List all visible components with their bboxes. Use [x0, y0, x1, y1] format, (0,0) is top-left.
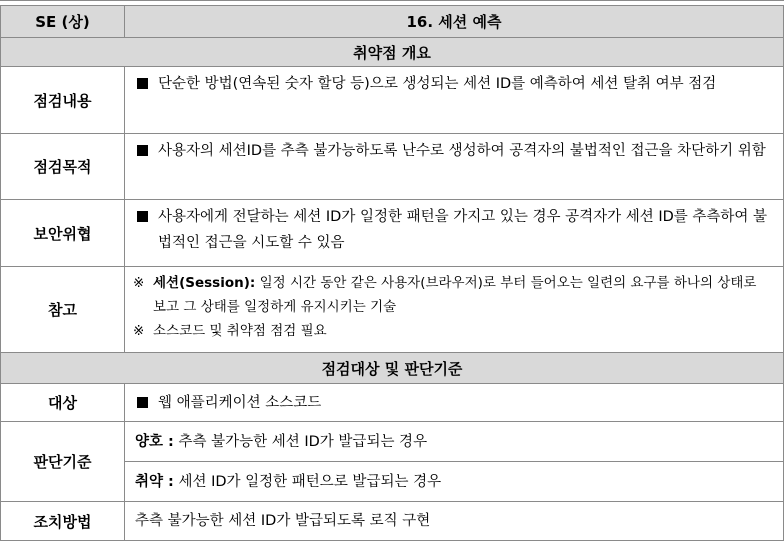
good-term: 양호 : — [135, 433, 174, 450]
bullet-square-icon — [137, 397, 148, 408]
reference-label-cell — [0, 266, 125, 353]
bullet-square-icon — [137, 145, 148, 156]
judgement-bad-cell — [124, 461, 784, 502]
session-definition: 일정 시간 동안 같은 사용자(브라우저)로 부터 들어오는 일련의 요구를 하나의 상태로 보고 그 상태를 일정하게 유지시키는 기술 — [153, 275, 757, 315]
purpose-label-cell — [0, 133, 125, 200]
severity-code: SE (상) — [35, 13, 90, 31]
item-title-cell — [124, 5, 784, 38]
judgement-label: 판단기준 — [33, 453, 92, 471]
overview-heading — [0, 37, 784, 67]
content-text: 단순한 방법(연속된 숫자 할당 등)으로 생성되는 세션 ID를 예측하여 세션 탈취 여부 점검 — [158, 76, 717, 92]
action-text: 추측 불가능한 세션 ID가 발급되도록 로직 구현 — [135, 513, 431, 529]
target-label: 대상 — [48, 394, 77, 412]
good-text: 추측 불가능한 세션 ID가 발급되는 경우 — [173, 433, 428, 450]
threat-value-cell — [124, 199, 784, 267]
item-title: 16. 세션 예측 — [406, 13, 502, 31]
bullet-square-icon — [137, 211, 148, 222]
purpose-label: 점검목적 — [33, 158, 92, 176]
purpose-text: 사용자의 세션ID를 추측 불가능하도록 난수로 생성하여 공격자의 불법적인 접근을 차단하기 위함 — [158, 143, 766, 159]
judgement-label-cell — [0, 421, 125, 502]
criteria-heading-text: 점검대상 및 판단기준 — [321, 359, 463, 378]
severity-code-cell — [0, 5, 125, 38]
top-divider — [0, 0, 784, 1]
threat-text: 사용자에게 전달하는 세션 ID가 일정한 패턴을 가지고 있는 경우 공격자가 세션 ID를 추측하여 불법적인 접근을 시도할 수 있음 — [158, 209, 768, 251]
note-mark-icon: ※ — [133, 323, 145, 339]
action-label-cell — [0, 501, 125, 541]
target-text: 웹 애플리케이션 소스코드 — [158, 394, 322, 411]
overview-heading-text: 취약점 개요 — [353, 43, 431, 62]
reference-note-text: 소스코드 및 취약점 점검 필요 — [153, 323, 327, 339]
criteria-heading — [0, 352, 784, 384]
bullet-square-icon — [137, 78, 148, 89]
bad-text: 세션 ID가 일정한 패턴으로 발급되는 경우 — [173, 473, 442, 490]
reference-value-cell — [124, 266, 784, 353]
content-label-cell — [0, 66, 125, 134]
content-value-cell — [124, 66, 784, 134]
bad-term: 취약 : — [135, 473, 174, 490]
action-value-cell — [124, 501, 784, 541]
target-label-cell — [0, 383, 125, 422]
purpose-value-cell — [124, 133, 784, 200]
target-value-cell — [124, 383, 784, 422]
action-label: 조치방법 — [33, 512, 92, 531]
note-mark-icon: ※ — [133, 275, 145, 291]
threat-label: 보안위협 — [33, 224, 92, 243]
reference-label: 참고 — [48, 301, 77, 319]
content-label: 점검내용 — [33, 91, 92, 110]
judgement-good-cell — [124, 421, 784, 462]
threat-label-cell — [0, 199, 125, 267]
session-term: 세션(Session): — [153, 275, 256, 291]
